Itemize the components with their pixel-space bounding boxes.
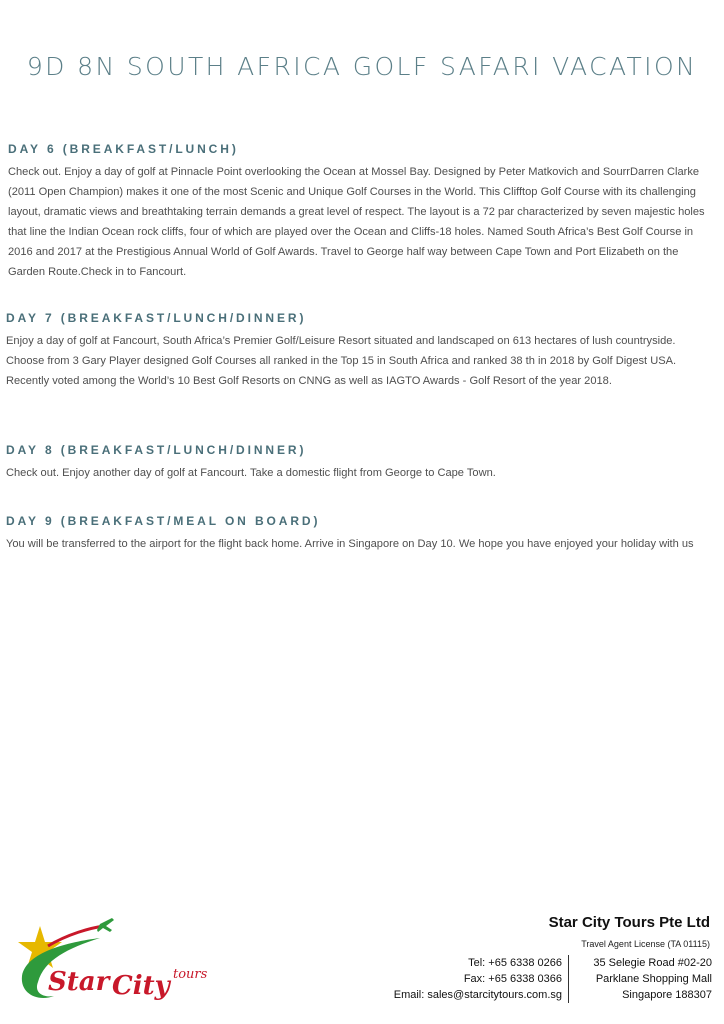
day-6-text: Check out. Enjoy a day of golf at Pinnacle Point overlooking the Ocean at Mossel Bay. Designed by Peter Matkovich and SourrDarren Clarke (2011 Open Champion) makes it one of the most Scenic and Unique Golf Courses in the World. This Clifftop Golf Course with its challenging layout, dramatic views and breathtaking terrain demands a great level of respect. The layout is a 72 par characterized by seven majestic holes that line the Indian Ocean rock cliffs, four of which are played over the Ocean and Cliffs-18 holes. Named South Africa’s Best Golf Course in 2016 and 2017 at the Prestigious Annual World of Golf Awards. Travel to George half way between Cape Town and Port Elizabeth on the Garden Route.Check in to Fancourt. bbox=[8, 166, 705, 278]
logo-tours-text: tours bbox=[173, 967, 208, 982]
contact-email: Email: sales@starcitytours.com.sg bbox=[393, 989, 562, 1001]
page-footer bbox=[0, 900, 724, 1024]
logo-city-text: City bbox=[112, 971, 170, 1001]
address-line: Singapore 188307 bbox=[622, 989, 712, 1001]
day-8-heading: DAY 8 (BREAKFAST/LUNCH/DINNER) bbox=[6, 443, 307, 457]
day-7-section bbox=[6, 311, 714, 391]
logo-plane-icon bbox=[97, 918, 114, 932]
day-9-heading: DAY 9 (BREAKFAST/MEAL ON BOARD) bbox=[6, 514, 321, 528]
company-name: Star City Tours Pte Ltd bbox=[548, 914, 710, 931]
page-title: 9D 8N SOUTH AFRICA GOLF SAFARI VACATION bbox=[26, 52, 698, 81]
address-line: 35 Selegie Road #02-20 bbox=[593, 957, 712, 969]
day-9-section bbox=[6, 514, 714, 554]
contact-block bbox=[394, 955, 569, 1003]
contact-fax: Fax: +65 6338 0366 bbox=[463, 973, 562, 985]
license-number: Travel Agent License (TA 01115) bbox=[581, 939, 710, 949]
day-6-section bbox=[8, 142, 716, 282]
day-9-text: You will be transferred to the airport for the flight back home. Arrive in Singapore on Day 10. We hope you have enjoyed your holiday with us bbox=[6, 538, 694, 550]
day-8-section bbox=[6, 443, 714, 483]
address-block bbox=[593, 955, 712, 1003]
star-city-logo bbox=[8, 912, 218, 1012]
logo-star-text: Star bbox=[48, 967, 110, 997]
contact-tel: Tel: +65 6338 0266 bbox=[468, 957, 562, 969]
day-6-heading: DAY 6 (BREAKFAST/LUNCH) bbox=[8, 142, 239, 156]
day-7-text: Enjoy a day of golf at Fancourt, South Africa’s Premier Golf/Leisure Resort situated and landscaped on 613 hectares of lush countryside. Choose from 3 Gary Player designed Golf Courses all ranked in the Top 15 in South Africa and ranked 38 th in 2018 by Golf Digest USA. Recently voted among the World’s 10 Best Golf Resorts on CNNG as well as IAGTO Awards - Golf Resort of the year 2018. bbox=[6, 335, 677, 387]
day-8-text: Check out. Enjoy another day of golf at Fancourt. Take a domestic flight from George to Cape Town. bbox=[6, 467, 496, 479]
day-7-heading: DAY 7 (BREAKFAST/LUNCH/DINNER) bbox=[6, 311, 307, 325]
address-line: Parklane Shopping Mall bbox=[595, 973, 712, 985]
